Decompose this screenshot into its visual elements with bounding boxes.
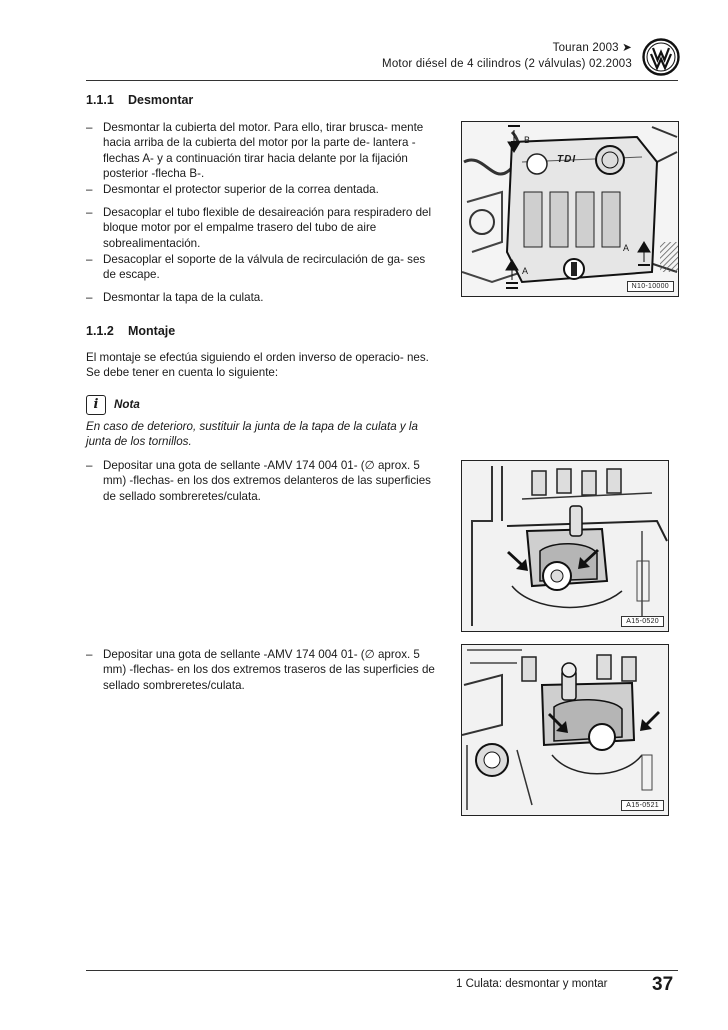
header-model: Touran 2003 ➤ [552,42,632,54]
footer-chapter: 1 Culata: desmontar y montar [456,978,608,990]
front-caps-figure [461,460,669,632]
rear-caps-drawing [462,645,668,815]
section-heading-desmontar: 1.1.1 Desmontar [86,93,194,107]
figure-code: A15-0520 [621,616,664,627]
note-text: En caso de deterioro, sustituir la junta de la tapa de la culata y la junta de los tornillos. [86,420,418,449]
arrow-label-a: A [522,266,529,276]
page-number: 37 [652,974,674,995]
arrow-label-a: A [623,243,630,253]
arrow-label-b: B [524,135,531,145]
rear-caps-figure [461,644,669,816]
list-item: – Desmontar la cubierta del motor. Para ello, tirar brusca- mente hacia arriba de la cubierta del motor por la parte de- lantera -flechas A- y a continuación tirar hacia delante por la fijación posterior -flecha B-. [86,121,424,181]
section-heading-montaje: 1.1.2 Montaje [86,324,176,338]
list-item: – Desmontar la tapa de la culata. [86,291,264,304]
montaje-intro: El montaje se efectúa siguiendo el orden inverso de operacio- nes. Se debe tener en cuenta lo siguiente: [86,351,429,380]
list-item: – Desmontar el protector superior de la correa dentada. [86,183,379,196]
list-item: – Desacoplar el soporte de la válvula de recirculación de ga- ses de escape. [86,253,426,282]
footer-rule [86,970,678,971]
figure-code: N10-10000 [627,281,674,292]
list-item: – Depositar una gota de sellante -AMV 174 004 01- (∅ aprox. 5 mm) -flechas- en los dos extremos traseros de las superficies de sellado sombreretes/culata. [86,648,435,692]
note-title: Nota [114,398,140,411]
header-engine: Motor diésel de 4 cilindros (2 válvulas) 02.2003 [382,58,632,70]
list-item: – Desacoplar el tubo flexible de desaireación para respiradero del bloque motor por el empalme trasero del tubo de aire sobrealimentación. [86,206,432,250]
figure-code: A15-0521 [621,800,664,811]
list-item: – Depositar una gota de sellante -AMV 174 004 01- (∅ aprox. 5 mm) -flechas- en los dos extremos delanteros de las superficies de sellado sombreretes/culata. [86,459,431,503]
front-caps-drawing [462,461,668,631]
engine-cover-figure [461,121,679,297]
info-icon: i [86,395,106,415]
engine-cover-drawing [462,122,678,296]
tdi-badge: TDI [557,154,577,165]
header-rule [86,80,678,81]
vw-logo-icon [642,38,680,76]
